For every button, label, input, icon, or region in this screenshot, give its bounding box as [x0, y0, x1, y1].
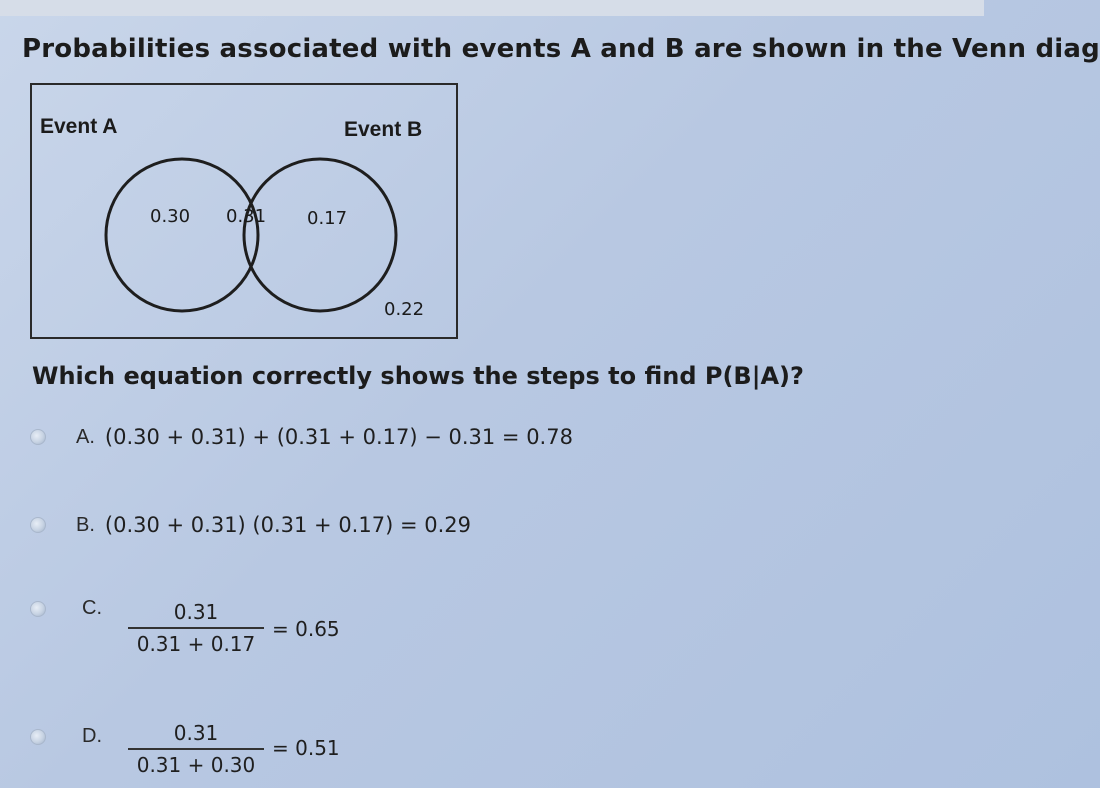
- option-d-radio[interactable]: [30, 729, 46, 745]
- region-a-and-b-value: 0.31: [226, 206, 267, 227]
- option-d-numerator: 0.31: [173, 721, 219, 745]
- venn-diagram: [30, 83, 458, 339]
- region-a-only-value: 0.30: [150, 206, 191, 227]
- option-d-result: = 0.51: [272, 736, 340, 760]
- circle-event-a: [106, 159, 258, 311]
- option-a-radio[interactable]: [30, 429, 46, 445]
- option-c-result: = 0.65: [272, 617, 340, 641]
- option-b-radio[interactable]: [30, 517, 46, 533]
- option-a[interactable]: [30, 425, 573, 449]
- option-c-letter: C.: [82, 597, 102, 619]
- option-d[interactable]: [30, 725, 102, 748]
- option-a-letter: A.: [76, 425, 95, 448]
- option-d-fraction: [128, 721, 264, 777]
- region-b-only-value: 0.17: [307, 208, 348, 229]
- option-c-numerator: 0.31: [173, 600, 219, 624]
- question-stem-title: Probabilities associated with events A and B are shown in the Venn diag: [22, 34, 1100, 64]
- option-d-denominator: 0.31 + 0.30: [136, 753, 256, 777]
- event-a-label: Event A: [40, 115, 118, 138]
- option-b-letter: B.: [76, 513, 95, 536]
- option-b-expression: (0.30 + 0.31) (0.31 + 0.17) = 0.29: [104, 513, 471, 537]
- option-a-expression: (0.30 + 0.31) + (0.31 + 0.17) − 0.31 = 0.78: [104, 425, 573, 449]
- option-d-fraction-bar: [128, 748, 264, 750]
- region-neither-value: 0.22: [384, 299, 425, 320]
- question-text: Which equation correctly shows the steps to find P(B|A)?: [32, 362, 804, 390]
- option-c-radio[interactable]: [30, 601, 46, 617]
- option-c[interactable]: [30, 597, 102, 620]
- option-d-letter: D.: [82, 725, 102, 747]
- option-c-fraction: [128, 600, 264, 656]
- option-b[interactable]: [30, 513, 471, 537]
- event-b-label: Event B: [344, 118, 423, 141]
- option-c-fraction-bar: [128, 627, 264, 629]
- option-c-denominator: 0.31 + 0.17: [136, 632, 256, 656]
- circle-event-b: [244, 159, 396, 311]
- top-bar: [0, 0, 984, 16]
